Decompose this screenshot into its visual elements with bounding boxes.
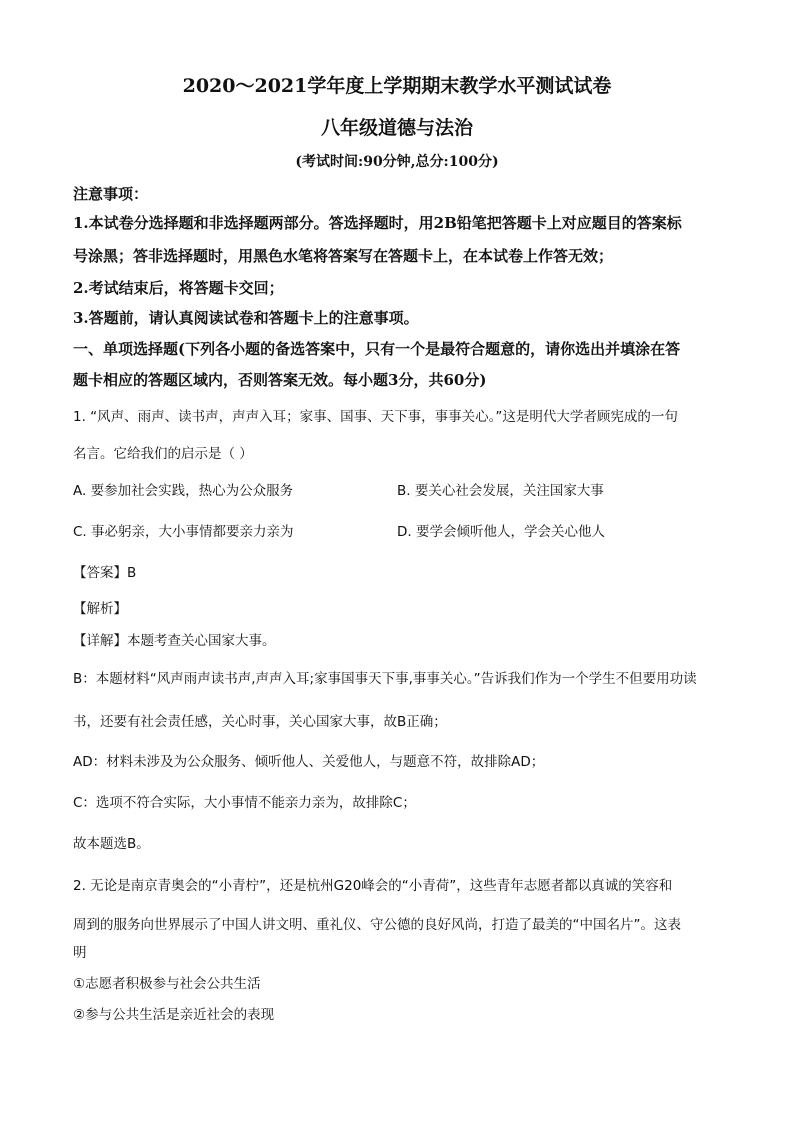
exam-info: (考试时间:90分钟,总分:100分)	[295, 154, 499, 170]
notice-item-1-line-1: 1.本试卷分选择题和非选择题两部分。答选择题时，用2B铅笔把答题卡上对应题目的答案标	[73, 214, 682, 232]
q1-option-b: B. 要关心社会发展，关注国家大事	[397, 483, 604, 499]
notice-heading: 注意事项：	[73, 185, 149, 203]
q2-stem-line-2: 周到的服务向世界展示了中国人讲文明、重礼仪、守公德的良好风尚，打造了最美的“中国名片”。这表	[73, 917, 681, 933]
section-heading-line-1: 一、单项选择题(下列各小题的备选答案中，只有一个是最符合题意的，请你选出并填涂在答	[73, 340, 681, 358]
q1-conclusion: 故本题选B。	[73, 836, 150, 852]
notice-item-1-line-2: 号涂黑；答非选择题时，用黑色水笔将答案写在答题卡上，在本试卷上作答无效；	[73, 247, 614, 265]
q1-option-d: D. 要学会倾听他人，学会关心他人	[397, 524, 605, 540]
q2-stem-line-3: 明	[73, 945, 87, 961]
exam-subject: 八年级道德与法治	[320, 117, 473, 139]
q1-answer: 【答案】B	[73, 565, 137, 581]
q1-analysis-label: 【解析】	[73, 601, 127, 617]
q2-stem-line-1: 2. 无论是南京青奥会的“小青柠”，还是杭州G20峰会的“小青荷”，这些青年志愿者都以真诚的笑容和	[73, 878, 673, 894]
q2-statement-2: ②参与公共生活是亲近社会的表现	[73, 1007, 275, 1023]
q1-explain-c: C：选项不符合实际，大小事情不能亲力亲为，故排除C；	[73, 795, 416, 811]
exam-title: 2020～2021学年度上学期期末教学水平测试试卷	[182, 75, 612, 97]
q2-statement-1: ①志愿者积极参与社会公共生活	[73, 976, 261, 992]
q1-detail: 【详解】本题考查关心国家大事。	[73, 633, 276, 649]
q1-option-c: C. 事必躬亲，大小事情都要亲力亲为	[73, 524, 294, 540]
q1-stem-line-1: 1. “风声、雨声、读书声，声声入耳；家事、国事、天下事，事事关心。”这是明代大学者顾宪成的一句	[73, 409, 678, 425]
q1-stem-line-2: 名言。它给我们的启示是（ ）	[73, 446, 253, 462]
section-heading-line-2: 题卡相应的答题区域内，否则答案无效。每小题3分，共60分)	[73, 371, 487, 389]
q1-option-a: A. 要参加社会实践，热心为公众服务	[73, 483, 294, 499]
q1-explain-ad: AD：材料未涉及为公众服务、倾听他人、关爱他人，与题意不符，故排除AD；	[73, 754, 545, 770]
q1-explain-b-line-1: B：本题材料“风声雨声读书声,声声入耳;家事国事天下事,事事关心。”告诉我们作为一个学生不但要用功读	[73, 671, 697, 687]
q1-explain-b-line-2: 书，还要有社会责任感，关心时事，关心国家大事，故B正确；	[73, 714, 447, 730]
notice-item-2: 2.考试结束后，将答题卡交回；	[73, 279, 284, 297]
notice-item-3: 3.答题前，请认真阅读试卷和答题卡上的注意事项。	[73, 309, 419, 327]
